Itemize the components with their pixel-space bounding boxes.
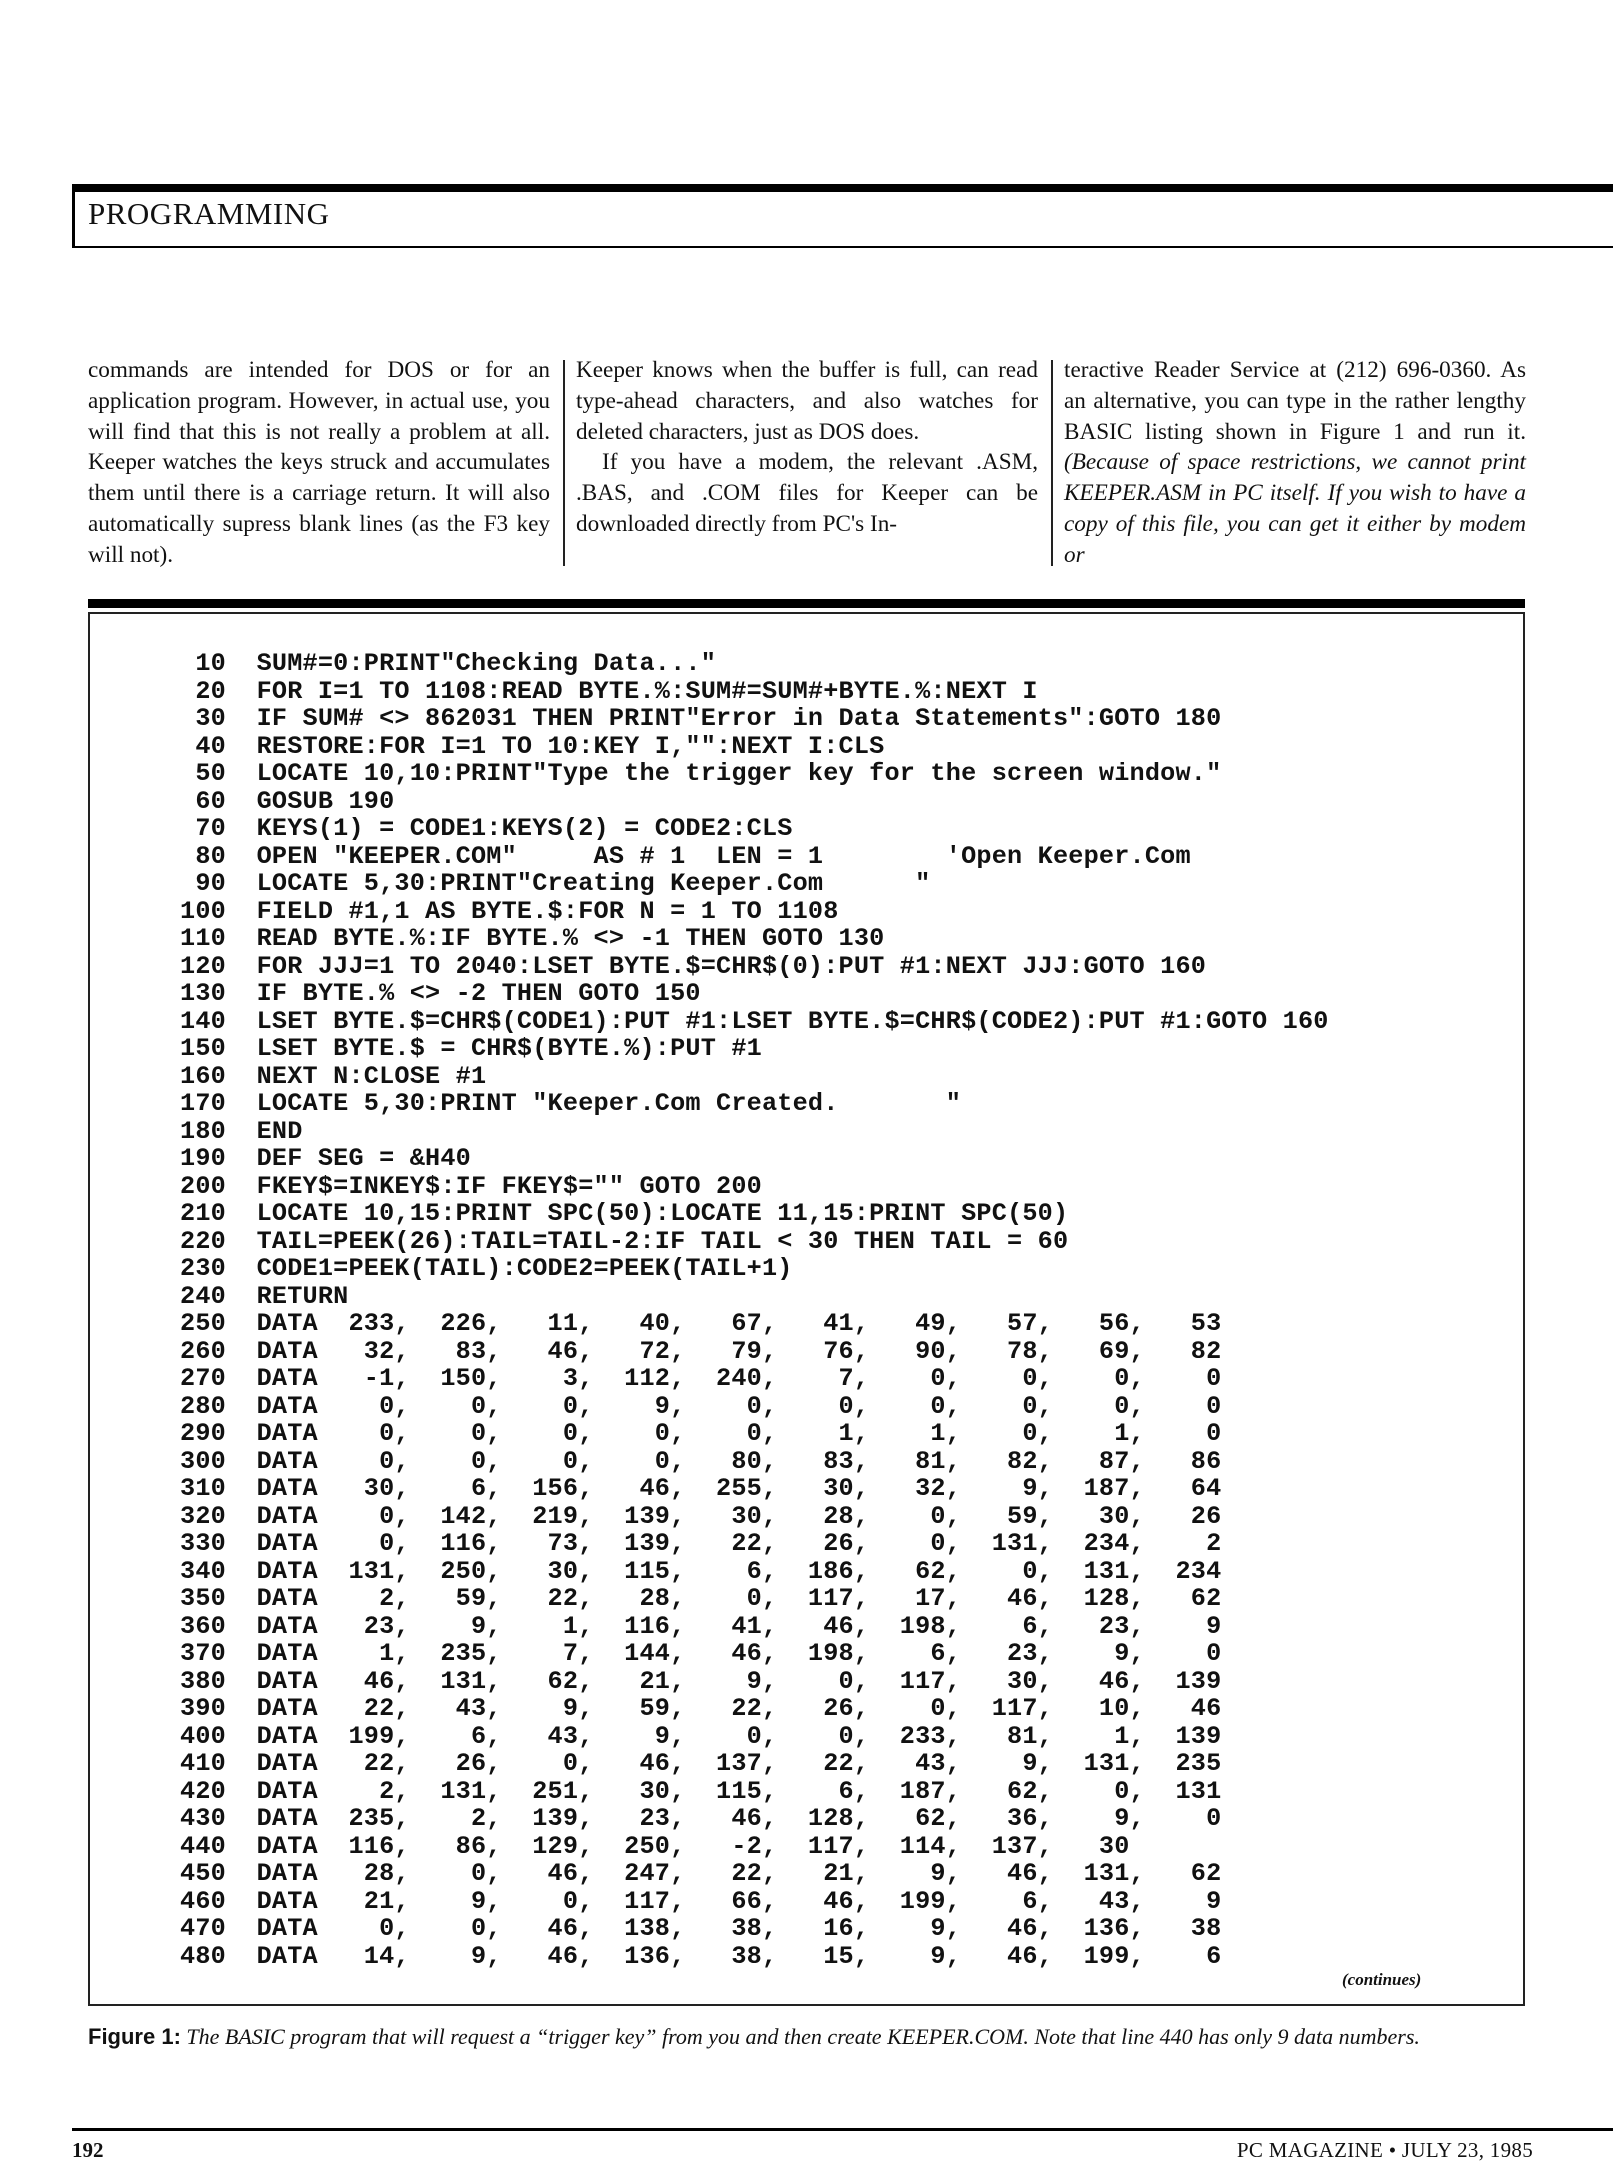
listing-line: 50 LOCATE 10,10:PRINT"Type the trigger key for the screen window." [195,759,1222,788]
listing-line: 300 DATA 0, 0, 0, 0, 80, 83, 81, 82, 87, 86 [180,1446,1222,1476]
listing-line: 220 TAIL=PEEK(26):TAIL=TAIL-2:IF TAIL < 30 THEN TAIL = 60 [180,1226,1069,1256]
listing-line: 360 DATA 23, 9, 1, 116, 41, 46, 198, 6, 23, 9 [180,1611,1222,1641]
listing-line: 280 DATA 0, 0, 0, 9, 0, 0, 0, 0, 0, 0 [180,1391,1222,1421]
listing-line: 180 END [180,1116,303,1146]
listing-line: 70 KEYS(1) = CODE1:KEYS(2) = CODE2:CLS [195,814,793,843]
listing-line: 90 LOCATE 5,30:PRINT"Creating Keeper.Com " [195,869,931,898]
listing-line: 390 DATA 22, 43, 9, 59, 22, 26, 0, 117, 10, 46 [180,1694,1222,1723]
column-3-paragraph [1064,355,1526,571]
listing-line: 110 READ BYTE.%:IF BYTE.% <> -1 THEN GOTO 130 [180,924,885,953]
listing-line: 160 NEXT N:CLOSE #1 [180,1061,487,1091]
text-column-1 [88,355,550,571]
listing-line: 30 IF SUM# <> 862031 THEN PRINT"Error in Data Statements":GOTO 180 [195,704,1222,733]
listing-line: 410 DATA 22, 26, 0, 46, 137, 22, 43, 9, 131, 235 [180,1749,1222,1778]
column-3-italic-note: (Because of space restrictions, we cannot print KEEPER.ASM in PC itself. If you wish to have a copy of this file, you can get it either by modem or [1064,449,1526,568]
listing-line: 460 DATA 21, 9, 0, 117, 66, 46, 199, 6, 43, 9 [180,1886,1222,1916]
listing-line: 480 DATA 14, 9, 46, 136, 38, 15, 9, 46, 199, 6 [180,1941,1222,1971]
figure-caption [88,2022,1525,2051]
listing-line: 170 LOCATE 5,30:PRINT "Keeper.Com Created. " [180,1089,962,1118]
top-rule [72,184,1613,192]
section-title: PROGRAMMING [88,196,330,231]
listing-line: 350 DATA 2, 59, 22, 28, 0, 117, 17, 46, 128, 62 [180,1584,1222,1613]
listing-line: 370 DATA 1, 235, 7, 144, 46, 198, 6, 23, 9, 0 [180,1639,1222,1668]
column-2-paragraph-2: If you have a modem, the relevant .ASM, .BAS, and .COM files for Keeper can be downloaded directly from PC's In- [576,449,1038,537]
column-divider-2 [1051,360,1053,566]
listing-line: 120 FOR JJJ=1 TO 2040:LSET BYTE.$=CHR$(0):PUT #1:NEXT JJJ:GOTO 160 [180,951,1207,981]
listing-line: 260 DATA 32, 83, 46, 72, 79, 76, 90, 78, 69, 82 [180,1336,1222,1366]
folio: PC MAGAZINE • JULY 23, 1985 [1236,2138,1533,2162]
column-1-paragraph: commands are intended for DOS or for an application program. However, in actual use, you will find that this is not really a problem at all. Keeper watches the keys struck and accumulates them until there is a carriage return. It will also automatically supress blank lines (as the F3 key will not). [88,357,550,568]
column-2-paragraph-1: Keeper knows when the buffer is full, can read type-ahead characters, and also watches for deleted characters, just as DOS does. [576,357,1038,445]
listing-line: 270 DATA -1, 150, 3, 112, 240, 7, 0, 0, 0, 0 [180,1364,1222,1393]
listing-line: 230 CODE1=PEEK(TAIL):CODE2=PEEK(TAIL+1) [180,1254,793,1283]
listing-line: 80 OPEN "KEEPER.COM" AS # 1 LEN = 1 'Open Keeper.Com [195,841,1191,871]
basic-listing [180,650,1329,1970]
listing-line: 240 RETURN [180,1281,349,1311]
listing-line: 450 DATA 28, 0, 46, 247, 22, 21, 9, 46, 131, 62 [180,1859,1222,1888]
listing-line: 140 LSET BYTE.$=CHR$(CODE1):PUT #1:LSET BYTE.$=CHR$(CODE2):PUT #1:GOTO 160 [180,1006,1329,1036]
listing-line: 470 DATA 0, 0, 46, 138, 38, 16, 9, 46, 136, 38 [180,1914,1222,1943]
column-divider-1 [563,360,565,566]
listing-line: 320 DATA 0, 142, 219, 139, 30, 28, 0, 59, 30, 26 [180,1501,1222,1531]
listing-line: 330 DATA 0, 116, 73, 139, 22, 26, 0, 131, 234, 2 [180,1529,1222,1558]
listing-line: 60 GOSUB 190 [195,786,395,816]
listing-line: 440 DATA 116, 86, 129, 250, -2, 117, 114, 137, 30 [180,1831,1130,1861]
listing-line: 310 DATA 30, 6, 156, 46, 255, 30, 32, 9, 187, 64 [180,1474,1222,1503]
column-3-text: teractive Reader Service at (212) 696-0360. As an alternative, you can type in the rather lengthy BASIC listing shown in Figure 1 and run it. [1064,357,1526,445]
text-column-2 [576,355,1038,540]
continues-label: (continues) [1342,1970,1422,1989]
listing-line: 400 DATA 199, 6, 43, 9, 0, 0, 233, 81, 1, 139 [180,1721,1222,1751]
listing-line: 150 LSET BYTE.$ = CHR$(BYTE.%):PUT #1 [180,1034,762,1063]
listing-line: 190 DEF SEG = &H40 [180,1144,471,1173]
page-number: 192 [72,2138,104,2162]
listing-line: 100 FIELD #1,1 AS BYTE.$:FOR N = 1 TO 1108 [180,896,839,926]
listing-line: 430 DATA 235, 2, 139, 23, 46, 128, 62, 36, 9, 0 [180,1804,1222,1833]
listing-line: 290 DATA 0, 0, 0, 0, 0, 1, 1, 0, 1, 0 [180,1419,1222,1448]
listing-line: 340 DATA 131, 250, 30, 115, 6, 186, 62, 0, 131, 234 [180,1556,1222,1586]
listing-line: 210 LOCATE 10,15:PRINT SPC(50):LOCATE 11,15:PRINT SPC(50) [180,1199,1069,1228]
article-columns [88,355,1525,575]
text-column-3 [1064,355,1526,571]
figure-caption-label: Figure 1: [88,2024,181,2049]
figure-top-rule [88,599,1525,608]
listing-line: 10 SUM#=0:PRINT"Checking Data..." [195,649,717,678]
listing-line: 20 FOR I=1 TO 1108:READ BYTE.%:SUM#=SUM#+BYTE.%:NEXT I [195,676,1038,706]
listing-line: 40 RESTORE:FOR I=1 TO 10:KEY I,"":NEXT I:CLS [195,731,885,761]
figure-caption-text: The BASIC program that will request a “trigger key” from you and then create KEEPER.COM. Note that line 440 has only 9 data numbers. [186,2024,1420,2049]
listing-line: 380 DATA 46, 131, 62, 21, 9, 0, 117, 30, 46, 139 [180,1666,1222,1696]
footer-rule [72,2128,1613,2131]
listing-line: 200 FKEY$=INKEY$:IF FKEY$="" GOTO 200 [180,1171,762,1201]
listing-line: 130 IF BYTE.% <> -2 THEN GOTO 150 [180,979,701,1008]
listing-line: 250 DATA 233, 226, 11, 40, 67, 41, 49, 57, 56, 53 [180,1309,1222,1338]
listing-line: 420 DATA 2, 131, 251, 30, 115, 6, 187, 62, 0, 131 [180,1776,1222,1806]
